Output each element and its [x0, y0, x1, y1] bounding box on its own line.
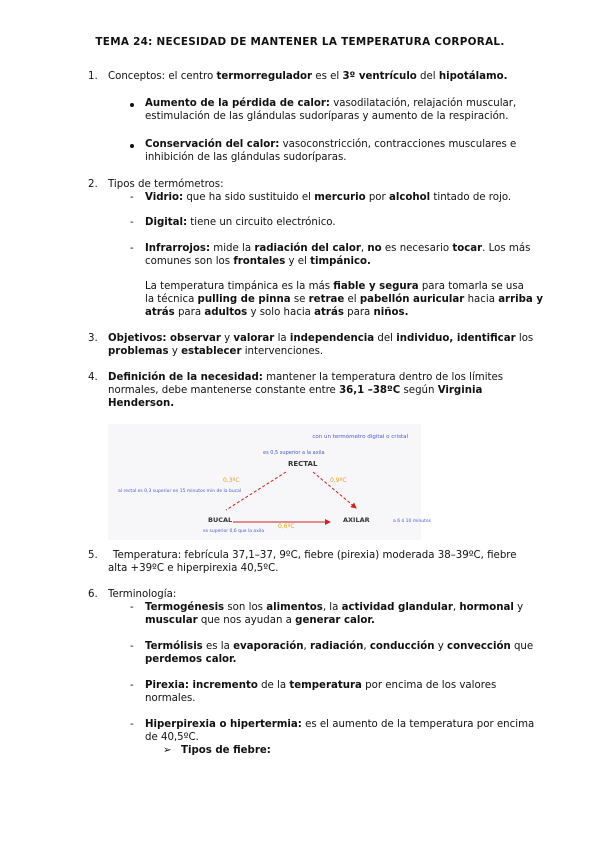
- section-4-number: 4.: [88, 372, 98, 383]
- diagram-rectal-label: RECTAL: [288, 460, 318, 468]
- dash-marker: -: [130, 192, 134, 203]
- diagram-diff-rectal-bucal: 0,3ºC: [223, 477, 240, 484]
- bullet-heat-loss-line1: Aumento de la pérdida de calor: vasodilatación, relajación muscular,: [145, 98, 517, 109]
- section-4-line2: normales, debe mantenerse constante entre 36,1 –38ºC según Virginia: [108, 385, 483, 396]
- section-3-line2: problemas y establecer intervenciones.: [108, 346, 324, 357]
- thermometer-infrarrojos-line1: Infrarrojos: mide la radiación del calor, no es necesario tocar. Los más: [145, 243, 531, 254]
- diagram-background: [108, 424, 421, 540]
- section-3-number: 3.: [88, 333, 98, 344]
- diagram-left-note: al rectal es 0,3 superior en 15 minutos min de la bucal: [118, 489, 242, 494]
- thermometer-vidrio: Vidrio: que ha sido sustituido el mercurio por alcohol tintado de rojo.: [145, 192, 512, 203]
- section-3-line1: Objetivos: observar y valorar la independencia del individuo, identificar los: [108, 333, 534, 344]
- temperature-diagram: [108, 424, 432, 540]
- diagram-bottom-note: es superior 0,6 que la axila: [203, 529, 265, 534]
- section-4-line1: Definición de la necesidad: mantener la temperatura dentro de los límites: [108, 372, 504, 383]
- page-title: TEMA 24: NECESIDAD DE MANTENER LA TEMPERATURA CORPORAL.: [95, 36, 505, 48]
- dash-marker: -: [130, 680, 134, 691]
- dash-marker: -: [130, 243, 134, 254]
- dash-marker: -: [130, 719, 134, 730]
- dash-marker: -: [130, 602, 134, 613]
- diagram-axilar-label: AXILAR: [343, 516, 370, 524]
- dash-marker: -: [130, 641, 134, 652]
- pirexia-line2: normales.: [145, 693, 196, 704]
- tympanic-paragraph-line2: la técnica pulling de pinna se retrae el pabellón auricular hacia arriba y: [145, 294, 543, 305]
- tympanic-paragraph-line1: La temperatura timpánica es la más fiable y segura para tomarla se usa: [145, 281, 524, 292]
- termogenesis-line1: Termogénesis son los alimentos, la actividad glandular, hormonal y: [145, 602, 524, 613]
- hiperpirexia-line1: Hiperpirexia o hipertermia: es el aumento de la temperatura por encima: [145, 719, 535, 730]
- diagram-diff-bucal-axilar: 0,6ºC: [278, 523, 295, 530]
- dash-marker: -: [130, 217, 134, 228]
- termolisis-line2: perdemos calor.: [145, 654, 237, 665]
- section-5-number: 5.: [88, 550, 98, 561]
- diagram-bucal-label: BUCAL: [208, 516, 233, 524]
- bullet-dot: [130, 103, 134, 107]
- thermometer-digital: Digital: tiene un circuito electrónico.: [145, 217, 336, 228]
- section-4-line3: Henderson.: [108, 398, 175, 409]
- tympanic-paragraph-line3: atrás para adultos y solo hacia atrás para niños.: [145, 307, 409, 318]
- arrow-bullet-icon: ➢: [163, 745, 172, 756]
- bullet-dot: [130, 144, 134, 148]
- pirexia-line1: Pirexia: incremento de la temperatura por encima de los valores: [145, 680, 497, 691]
- diagram-diff-rectal-axilar: 0,9ºC: [330, 477, 347, 484]
- section-6-number: 6.: [88, 589, 98, 600]
- diagram-caption-top: con un termómetro digital o cristal: [312, 434, 408, 440]
- section-6-heading: Terminología:: [108, 589, 177, 600]
- section-1-number: 1.: [88, 71, 98, 82]
- termogenesis-line2: muscular que nos ayudan a generar calor.: [145, 615, 375, 626]
- bullet-heat-loss-line2: estimulación de las glándulas sudoríparas y aumento de la respiración.: [145, 111, 509, 122]
- section-2-heading: Tipos de termómetros:: [108, 179, 224, 190]
- section-5-line2: alta +39ºC e hiperpirexia 40,5ºC.: [108, 563, 279, 574]
- section-5-line1: Temperatura: febrícula 37,1–37, 9ºC, fiebre (pirexia) moderada 38–39ºC, fiebre: [113, 550, 517, 561]
- section-1-text: Conceptos: el centro termorregulador es el 3º ventrículo del hipotálamo.: [108, 71, 508, 82]
- bullet-heat-conservation-line2: inhibición de las glándulas sudoríparas.: [145, 152, 347, 163]
- termolisis-line1: Termólisis es la evaporación, radiación, conducción y convección que: [145, 641, 534, 652]
- diagram-rectal-note: es 0,5 superior a la axila: [263, 450, 325, 456]
- section-2-number: 2.: [88, 179, 98, 190]
- fever-types-heading: Tipos de fiebre:: [181, 745, 271, 756]
- bullet-heat-conservation-line1: Conservación del calor: vasoconstricción, contracciones musculares e: [145, 139, 517, 150]
- diagram-axilar-note: a 6 ó 10 minutos: [393, 519, 432, 524]
- hiperpirexia-line2: de 40,5ºC.: [145, 732, 199, 743]
- thermometer-infrarrojos-line2: comunes son los frontales y el timpánico.: [145, 256, 371, 267]
